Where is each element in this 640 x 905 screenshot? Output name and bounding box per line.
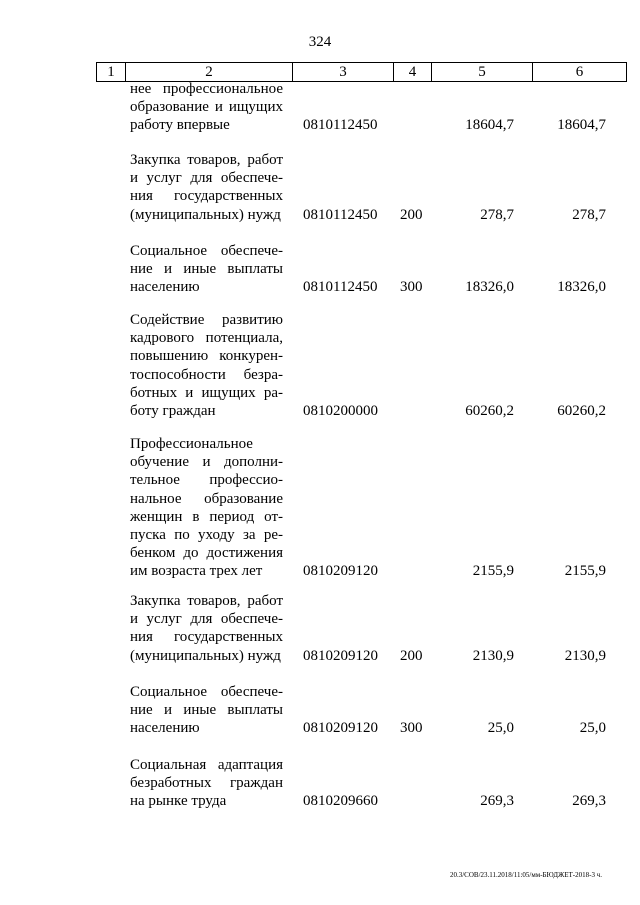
description-line: Профессиональное <box>130 436 253 452</box>
description-line: им возраста трех лет <box>130 563 263 580</box>
description-line: Социальная адаптация <box>130 757 283 773</box>
row-description <box>130 683 283 738</box>
column-header-2: 2 <box>126 63 293 81</box>
description-line: тоспособности безра- <box>130 366 283 383</box>
description-line: Закупка товаров, работ <box>130 593 283 609</box>
column-header-1: 1 <box>97 63 126 81</box>
description-line: населению <box>130 279 200 296</box>
description-line: ния государственных <box>130 629 283 646</box>
description-line: и услуг для обеспече- <box>130 170 283 187</box>
description-line: ние и иные выплаты <box>130 261 283 278</box>
description-line: Социальное обеспече- <box>130 684 283 700</box>
description-line: обучение и дополни- <box>130 454 283 471</box>
row-value-col6: 18326,0 <box>557 279 606 296</box>
description-line: нее профессиональное <box>130 81 283 97</box>
row-value-col6: 25,0 <box>579 720 606 737</box>
row-description <box>130 756 283 811</box>
row-code: 0810112450 <box>303 279 378 296</box>
row-code: 0810209120 <box>303 647 378 664</box>
row-value-col5: 2155,9 <box>472 563 514 580</box>
row-description <box>130 311 283 420</box>
row-code: 0810112450 <box>303 206 378 223</box>
description-line: повышению конкурен- <box>130 348 283 365</box>
row-value-col5: 60260,2 <box>465 403 514 419</box>
row-code: 0810112450 <box>303 117 378 134</box>
description-line: образование и ищущих <box>130 99 283 116</box>
description-line: Содействие развитию <box>130 312 283 328</box>
row-value-col5: 18604,7 <box>465 117 514 134</box>
row-code: 0810209120 <box>303 720 378 737</box>
table-header-row <box>96 62 627 82</box>
description-line: на рынке труда <box>130 793 227 810</box>
row-value-col6: 2155,9 <box>564 563 606 580</box>
description-line: бенком до достижения <box>130 545 283 562</box>
description-line: безработных граждан <box>130 775 283 792</box>
footer-note: 20.3/СОВ/23.11.2018/11:05/мм-БЮДЖЕТ-2018-3 ч. <box>449 871 602 879</box>
column-header-3: 3 <box>293 63 394 81</box>
description-line: тельное профессио- <box>130 472 283 489</box>
column-header-6: 6 <box>575 64 584 80</box>
row-value-col5: 269,3 <box>480 793 514 810</box>
row-value-col6: 2130,9 <box>564 647 606 664</box>
row-value-col5: 2130,9 <box>472 647 514 664</box>
description-line: работу впервые <box>130 117 230 134</box>
row-value-col5: 278,7 <box>480 206 514 223</box>
column-header-4: 4 <box>394 63 432 81</box>
row-value-col5: 25,0 <box>487 720 514 737</box>
column-header-5: 5 <box>432 63 533 81</box>
row-code: 0810209120 <box>303 563 378 580</box>
row-description <box>130 80 283 135</box>
description-line: пуска по уходу за ре- <box>130 526 283 543</box>
row-value-col6: 60260,2 <box>557 403 606 419</box>
description-line: населению <box>130 720 200 737</box>
row-value-col6: 269,3 <box>572 793 606 810</box>
row-code: 0810200000 <box>303 403 378 419</box>
page-number: 324 <box>308 34 332 50</box>
description-line: Социальное обеспече- <box>130 243 283 259</box>
description-line: Закупка товаров, работ <box>130 152 283 168</box>
description-line: ния государственных <box>130 188 283 205</box>
description-line: (муниципальных) нужд <box>130 647 281 664</box>
description-line: ботных и ищущих ра- <box>130 384 283 401</box>
description-line: женщин в период от- <box>130 508 283 525</box>
description-line: ние и иные выплаты <box>130 702 283 719</box>
description-line: нальное образование <box>130 490 283 507</box>
row-description <box>130 435 283 581</box>
row-type: 200 <box>400 647 423 664</box>
row-value-col5: 18326,0 <box>465 279 514 296</box>
row-type: 300 <box>400 720 423 737</box>
row-description <box>130 151 283 224</box>
row-value-col6: 278,7 <box>572 206 606 223</box>
row-description <box>130 592 283 665</box>
description-line: боту граждан <box>130 402 216 419</box>
description-line: кадрового потенциала, <box>130 330 283 347</box>
row-value-col6: 18604,7 <box>557 117 606 134</box>
description-line: и услуг для обеспече- <box>130 611 283 628</box>
description-line: (муниципальных) нужд <box>130 206 281 223</box>
row-description <box>130 242 283 297</box>
row-type: 200 <box>400 206 423 223</box>
row-code: 0810209660 <box>303 793 378 810</box>
row-type: 300 <box>400 279 423 296</box>
